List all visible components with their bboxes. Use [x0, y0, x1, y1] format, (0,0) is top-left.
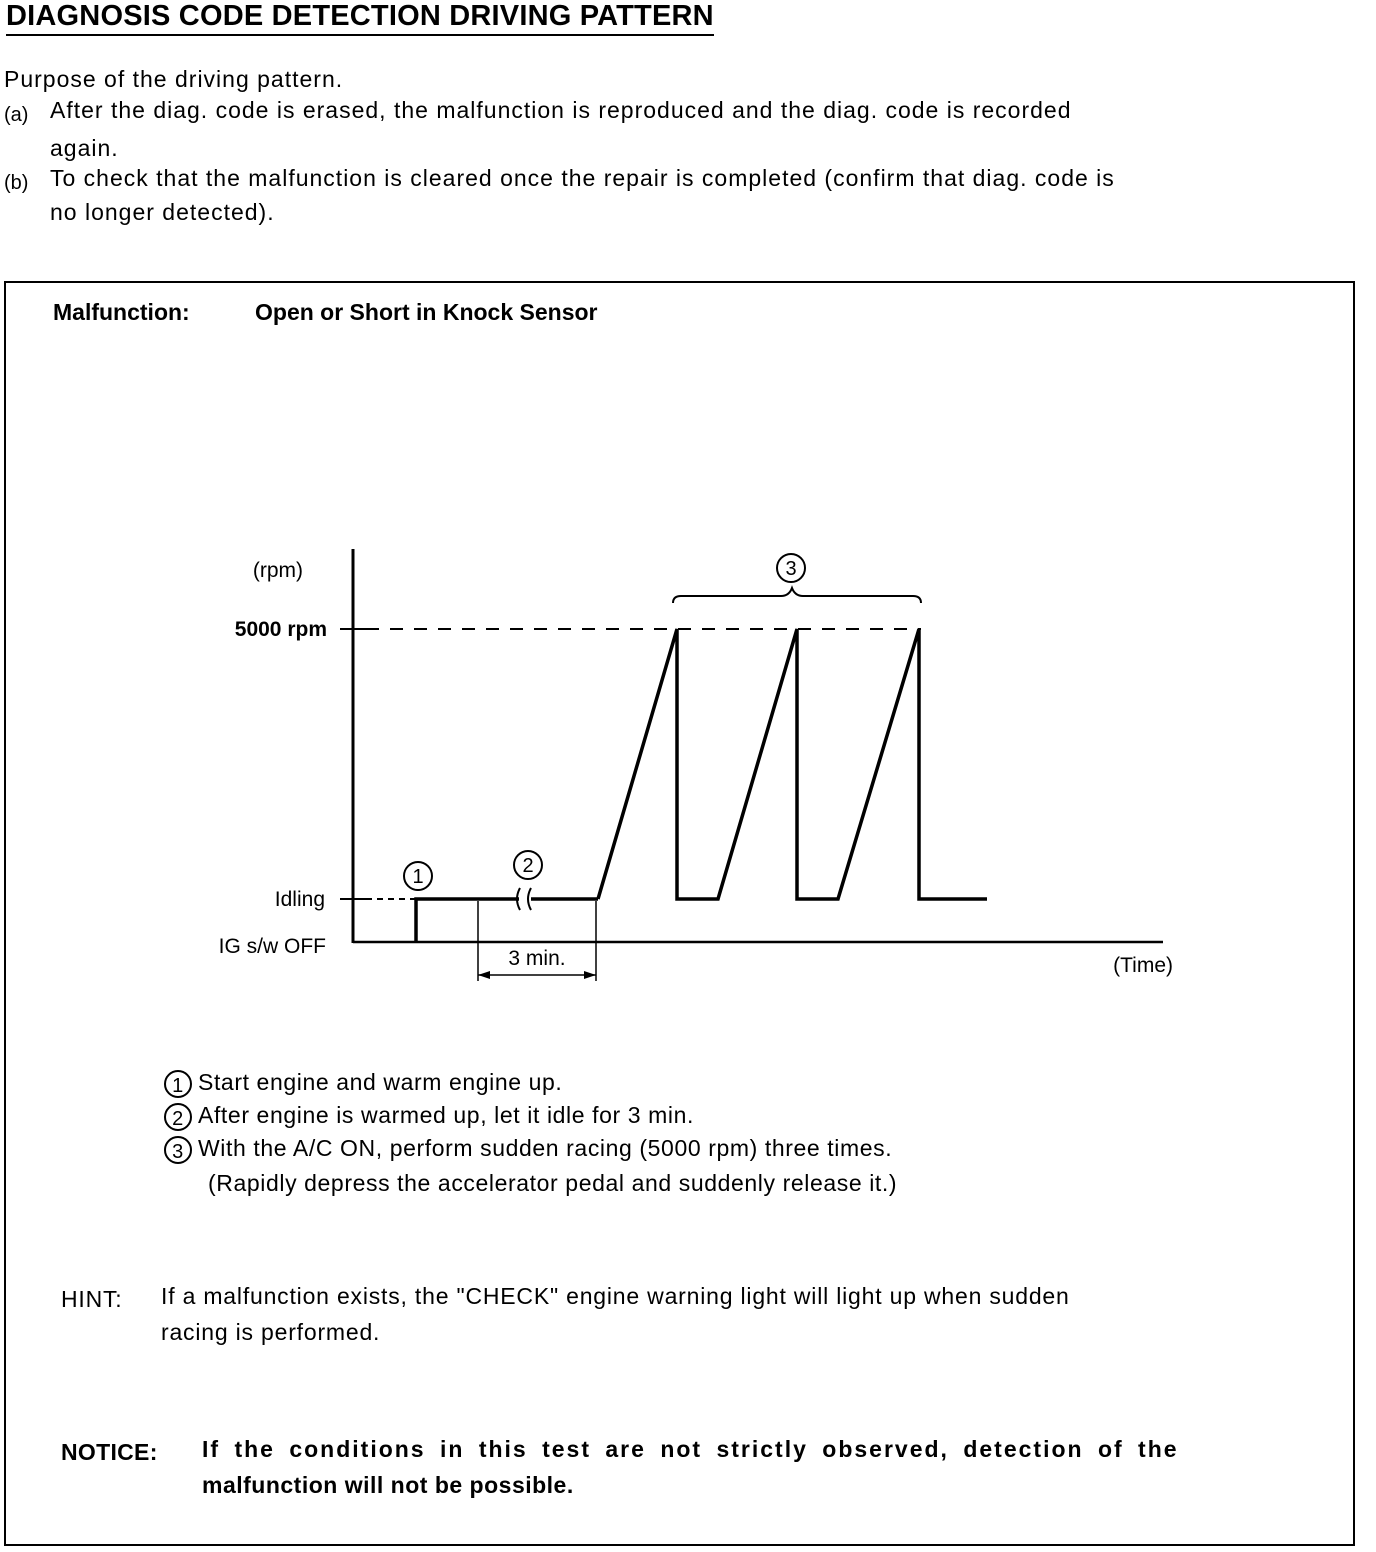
item-a-marker: (a) — [4, 104, 29, 126]
dim-arrow-right — [584, 971, 596, 979]
step-2-text: After engine is warmed up, let it idle for 3 min. — [198, 1102, 695, 1128]
purpose-text: Purpose of the driving pattern. — [4, 66, 344, 92]
item-b-line1: To check that the malfunction is cleared once the repair is completed (confirm that diag. code is — [50, 165, 1115, 191]
hint-line1: If a malfunction exists, the "CHECK" engine warning light will light up when sudden — [161, 1283, 1070, 1309]
step-3 — [164, 1135, 892, 1164]
hint-label: HINT: — [61, 1286, 123, 1312]
item-a-line1: After the diag. code is erased, the malfunction is reproduced and the diag. code is recorded — [50, 97, 1072, 123]
trace-racing — [598, 629, 987, 899]
notice-line2: malfunction will not be possible. — [202, 1472, 574, 1498]
step-marker-2: 2 — [522, 855, 534, 877]
driving-pattern-chart — [6, 283, 1353, 1043]
item-b-line2: no longer detected). — [50, 199, 275, 225]
notice-label: NOTICE: — [61, 1439, 158, 1465]
y-idling-label: Idling — [274, 888, 325, 911]
racing-bracket — [673, 588, 921, 603]
y-unit-label: (rpm) — [252, 559, 303, 582]
step-3-text: With the A/C ON, perform sudden racing (5000 rpm) three times. — [198, 1135, 893, 1161]
driving-pattern-panel — [4, 281, 1355, 1546]
step-1-text: Start engine and warm engine up. — [198, 1069, 563, 1095]
step-3-subtext: (Rapidly depress the accelerator pedal and suddenly release it.) — [208, 1170, 898, 1196]
time-break-right — [528, 888, 531, 910]
step-2 — [164, 1102, 694, 1131]
item-a-line2: again. — [50, 135, 119, 161]
y-off-label: IG s/w OFF — [218, 935, 326, 958]
step-3-number: 3 — [164, 1136, 192, 1164]
malfunction-value: Open or Short in Knock Sensor — [255, 299, 598, 325]
step-1 — [164, 1069, 562, 1098]
x-unit-label: (Time) — [1113, 954, 1173, 977]
step-1-number: 1 — [164, 1070, 192, 1098]
duration-label: 3 min. — [508, 947, 566, 970]
hint-line2: racing is performed. — [161, 1319, 381, 1345]
trace-start-idle — [416, 899, 519, 942]
y-5000-label: 5000 rpm — [234, 618, 327, 641]
page-title: DIAGNOSIS CODE DETECTION DRIVING PATTERN — [6, 0, 714, 36]
step-2-number: 2 — [164, 1103, 192, 1131]
step-marker-1: 1 — [412, 866, 424, 888]
malfunction-label: Malfunction: — [53, 299, 190, 325]
step-marker-3: 3 — [785, 558, 797, 580]
dim-arrow-left — [478, 971, 490, 979]
notice-line1: If the conditions in this test are not strictly observed, detection of the — [202, 1436, 1179, 1462]
item-b-marker: (b) — [4, 172, 29, 194]
